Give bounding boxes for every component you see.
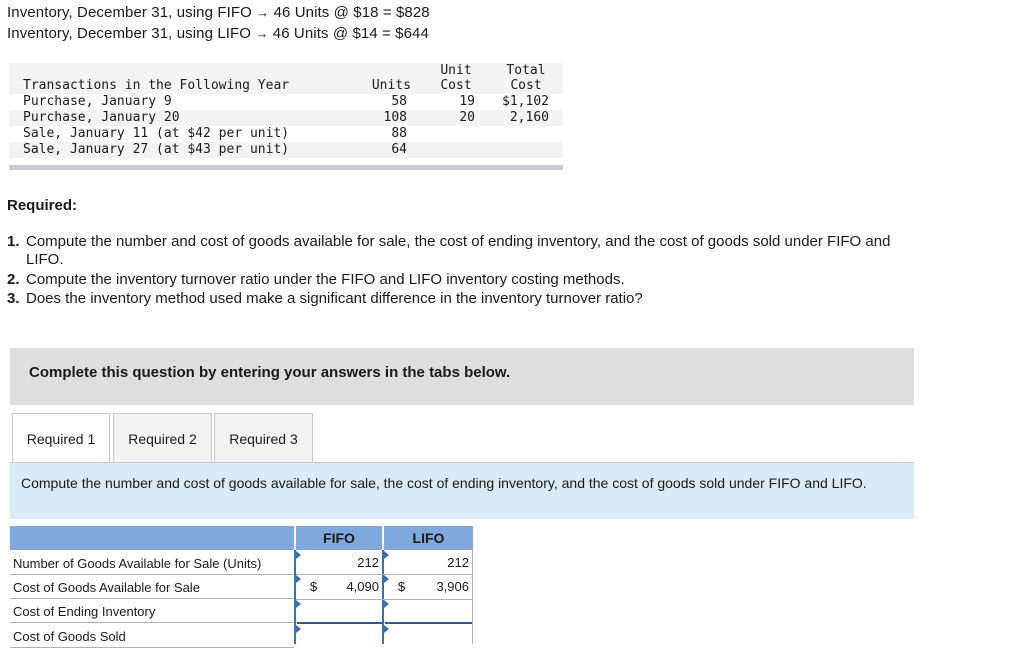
row-total-cost: $1,102 — [502, 94, 549, 109]
input-marker-icon — [384, 551, 389, 559]
instruction-text: Compute the number and cost of goods available for sale, the cost of ending inventory, and the cost of goods sold under FIFO and LIFO. — [21, 475, 867, 491]
row-total-cost: 2,160 — [509, 110, 549, 125]
question-number: 1. — [7, 233, 20, 250]
row-description: Sale, January 27 (at $43 per unit) — [23, 142, 290, 157]
row-units: 64 — [391, 142, 407, 157]
row-label-cost-ending-inventory: Cost of Ending Inventory — [10, 600, 294, 623]
inventory-lifo-line — [7, 25, 429, 42]
row-unit-cost: 19 — [459, 94, 475, 109]
table-right-border — [472, 550, 473, 644]
lifo-ending-inventory-input[interactable] — [385, 600, 472, 624]
column-header-fifo: FIFO — [296, 526, 382, 550]
fifo-cogs-input[interactable] — [297, 624, 382, 646]
header-units: Units — [371, 78, 411, 93]
row-label-cost-goods-available: Cost of Goods Available for Sale — [10, 576, 294, 599]
inventory-fifo-line — [7, 4, 430, 21]
fifo-ending-inventory-input[interactable] — [297, 600, 382, 624]
header-blank-cell — [10, 526, 294, 550]
input-marker-icon — [296, 551, 301, 559]
header-description: Transactions in the Following Year — [23, 78, 290, 93]
question-text: Does the inventory method used make a significant difference in the inventory turnover ratio? — [26, 290, 643, 307]
row-unit-cost: 20 — [459, 110, 475, 125]
input-marker-icon — [384, 575, 389, 583]
input-marker-icon — [384, 625, 389, 633]
arrow-right-icon: → — [255, 26, 269, 41]
header-total-cost-1: Total — [506, 63, 546, 78]
header-total-cost-2: Cost — [510, 78, 542, 93]
inventory-fifo-label: Inventory, December 31, using FIFO — [7, 4, 252, 21]
row-units: 58 — [391, 94, 407, 109]
dollar-sign: $ — [310, 579, 318, 594]
header-unit-cost-2: Cost — [440, 78, 472, 93]
tab-instruction — [10, 463, 914, 519]
fifo-cost-available-input[interactable] — [297, 575, 382, 599]
fifo-cost-available-value: 4,090 — [346, 579, 379, 594]
header-unit-cost-1: Unit — [440, 63, 472, 78]
question-number: 3. — [7, 290, 20, 307]
table-bottom-rule — [9, 165, 563, 170]
question-2 — [7, 271, 625, 288]
row-units: 88 — [391, 126, 407, 141]
row-label-goods-available-units: Number of Goods Available for Sale (Units) — [10, 552, 294, 575]
inventory-lifo-label: Inventory, December 31, using LIFO — [7, 25, 252, 42]
row-description: Sale, January 11 (at $42 per unit) — [23, 126, 290, 141]
input-marker-icon — [296, 625, 301, 633]
fifo-units-value: 212 — [357, 555, 379, 570]
input-marker-icon — [296, 600, 301, 608]
dollar-sign: $ — [398, 579, 406, 594]
lifo-cogs-input[interactable] — [385, 624, 472, 646]
question-1 — [7, 233, 891, 268]
banner-text: Complete this question by entering your answers in the tabs below. — [29, 364, 511, 381]
tab-required-2[interactable]: Required 2 — [113, 413, 212, 463]
column-header-lifo: LIFO — [384, 526, 473, 550]
question-text: Compute the number and cost of goods available for sale, the cost of ending inventory, and the cost of goods sold under FIFO and — [26, 233, 891, 250]
question-3 — [7, 290, 643, 307]
lifo-units-value: 212 — [447, 555, 469, 570]
required-heading: Required: — [7, 197, 78, 214]
transactions-table — [9, 63, 563, 171]
arrow-right-icon: → — [256, 5, 270, 20]
question-text-continued: LIFO. — [26, 251, 64, 268]
fifo-units-input[interactable] — [297, 551, 382, 575]
row-description: Purchase, January 20 — [23, 110, 180, 125]
tab-required-3[interactable]: Required 3 — [214, 413, 313, 463]
lifo-cost-available-value: 3,906 — [436, 579, 469, 594]
tab-required-1[interactable]: Required 1 — [12, 413, 110, 464]
input-marker-icon — [384, 600, 389, 608]
question-text: Compute the inventory turnover ratio under the FIFO and LIFO inventory costing methods. — [26, 271, 625, 288]
row-units: 108 — [383, 110, 407, 125]
row-description: Purchase, January 9 — [23, 94, 172, 109]
inventory-lifo-value: 46 Units @ $14 = $644 — [272, 25, 429, 42]
lifo-units-input[interactable] — [385, 551, 472, 575]
input-marker-icon — [296, 575, 301, 583]
instructions-banner — [10, 348, 914, 405]
lifo-cost-available-input[interactable] — [385, 575, 472, 599]
row-label-cost-goods-sold: Cost of Goods Sold — [10, 625, 294, 648]
inventory-fifo-value: 46 Units @ $18 = $828 — [273, 4, 430, 21]
question-number: 2. — [7, 271, 20, 288]
